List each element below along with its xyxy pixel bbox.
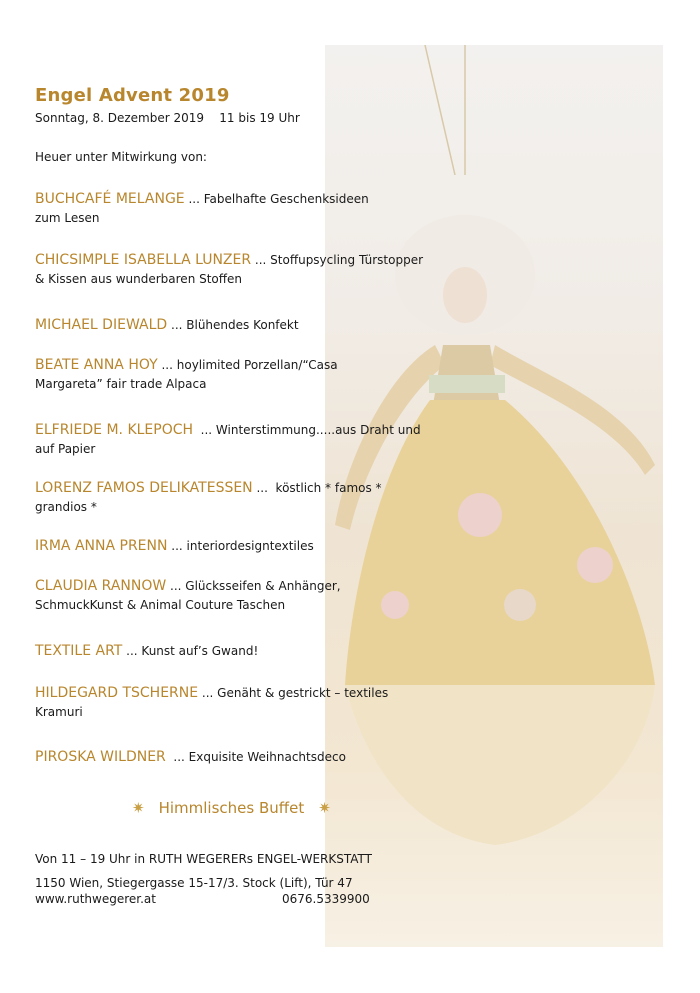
exhibitor-description: ... Kunst auf’s Gwand! xyxy=(122,644,259,658)
exhibitor-entry xyxy=(35,251,445,289)
exhibitor-description: ... köstlich * famos * xyxy=(252,481,382,495)
exhibitor-description-cont: zum Lesen xyxy=(35,211,100,225)
exhibitor-description: ... Genäht & gestrickt – textiles xyxy=(198,686,389,700)
exhibitor-name: BEATE ANNA HOY xyxy=(35,357,158,373)
exhibitor-entry xyxy=(35,316,445,335)
event-title: Engel Advent 2019 xyxy=(35,85,230,106)
exhibitor-entry xyxy=(35,642,445,661)
exhibitor-entry xyxy=(35,537,445,556)
star-icon: ✷ xyxy=(318,799,331,817)
exhibitor-name: LORENZ FAMOS DELIKATESSEN xyxy=(35,480,253,496)
exhibitor-description-cont: auf Papier xyxy=(35,442,96,456)
exhibitor-description-cont: SchmuckKunst & Animal Couture Taschen xyxy=(35,598,286,612)
exhibitor-description: ... Exquisite Weihnachtsdeco xyxy=(165,750,346,764)
intro-text: Heuer unter Mitwirkung von: xyxy=(35,150,207,164)
footer-time-place: Von 11 – 19 Uhr in RUTH WEGERERs ENGEL-WERKSTATT xyxy=(35,852,373,866)
exhibitor-name: ELFRIEDE M. KLEPOCH xyxy=(35,422,194,438)
exhibitor-name: MICHAEL DIEWALD xyxy=(35,317,168,333)
buffet-banner xyxy=(132,799,331,817)
exhibitor-entry xyxy=(35,356,445,394)
exhibitor-description-cont: Margareta” fair trade Alpaca xyxy=(35,377,207,391)
exhibitor-entry xyxy=(35,577,445,615)
exhibitor-name: BUCHCAFÉ MELANGE xyxy=(35,191,185,207)
exhibitor-name: IRMA ANNA PRENN xyxy=(35,538,168,554)
exhibitor-description-cont: grandios * xyxy=(35,500,97,514)
footer-website: www.ruthwegerer.at xyxy=(35,892,156,906)
exhibitor-entry xyxy=(35,421,445,459)
star-icon: ✷ xyxy=(132,799,145,817)
exhibitor-name: HILDEGARD TSCHERNE xyxy=(35,685,199,701)
exhibitor-description: ... hoylimited Porzellan/“Casa xyxy=(157,358,338,372)
exhibitor-entry xyxy=(35,748,445,767)
exhibitor-description: ... interiordesigntextiles xyxy=(167,539,314,553)
buffet-label: Himmlisches Buffet xyxy=(158,799,305,817)
exhibitor-name: CLAUDIA RANNOW xyxy=(35,578,167,594)
exhibitor-name: CHICSIMPLE ISABELLA LUNZER xyxy=(35,252,252,268)
exhibitor-name: TEXTILE ART xyxy=(35,643,123,659)
exhibitor-description: ... Blühendes Konfekt xyxy=(167,318,299,332)
exhibitor-description: ... Glücksseifen & Anhänger, xyxy=(166,579,341,593)
exhibitor-description-cont: Kramuri xyxy=(35,705,83,719)
footer-address: 1150 Wien, Stiegergasse 15-17/3. Stock (Lift), Tür 47 xyxy=(35,876,353,890)
exhibitor-entry xyxy=(35,190,445,228)
exhibitor-name: PIROSKA WILDNER xyxy=(35,749,166,765)
event-date-time: Sonntag, 8. Dezember 2019 11 bis 19 Uhr xyxy=(35,111,300,125)
exhibitor-entry xyxy=(35,479,445,517)
exhibitor-description: ... Winterstimmung.....aus Draht und xyxy=(193,423,421,437)
exhibitor-entry xyxy=(35,684,445,722)
footer-phone: 0676.5339900 xyxy=(282,892,370,906)
exhibitor-description-cont: & Kissen aus wunderbaren Stoffen xyxy=(35,272,243,286)
exhibitor-description: ... Fabelhafte Geschenksideen xyxy=(184,192,369,206)
exhibitor-description: ... Stoffupsycling Türstopper xyxy=(251,253,424,267)
